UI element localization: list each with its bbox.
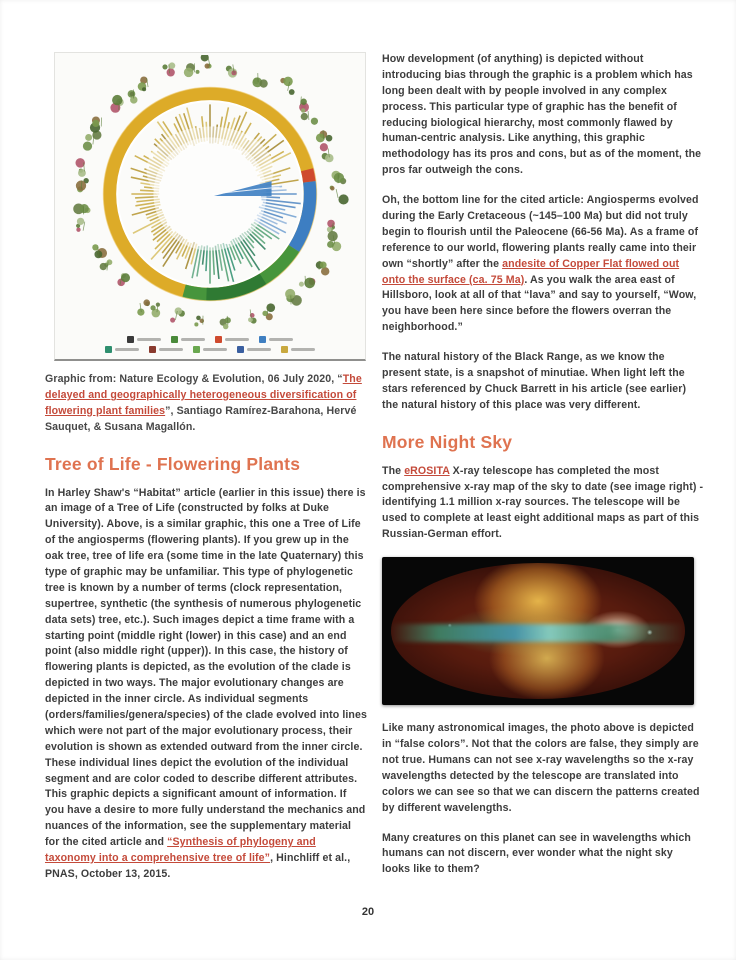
legend-label-bar [203,348,227,352]
legend-color-chip [105,346,112,353]
figure-legend [55,335,365,355]
section-heading-tree-of-life: Tree of Life - Flowering Plants [45,453,301,474]
erosita-pre: The [382,464,405,477]
tree-of-life-figure [54,52,366,361]
creatures-paragraph: Many creatures on this planet can see in wavelengths which humans can not discern, ever wonder what the night sky looks like to them? [382,831,691,876]
legend-swatch [127,336,161,343]
erosita-xray-map-figure [382,557,694,705]
legend-label-bar [137,338,161,342]
legend-label-bar [181,338,205,342]
erosita-link[interactable]: eROSITA [404,464,450,477]
legend-swatch [149,346,183,353]
legend-color-chip [149,346,156,353]
legend-label-bar [269,338,293,342]
black-range-paragraph: The natural history of the Black Range, as we know the present state, is a snapshot of minutiae. When light left the stars referenced by Chuck Barrett in his article (see earlier) the natural history of this place was very different. [382,351,687,411]
bias-paragraph: How development (of anything) is depicted without introducing bias through the graphic is a problem which has long been dealt with by people involved in any complex process. This particular type of graphic has the benefit of reducing biological hierarchy, most commonly flawed by human-centric analysis. Like anything, this graphic methodology has its pros and cons, but as of the moment, the pros far outweigh the cons. [382,53,702,177]
synthesis-article-link[interactable]: “Synthesis of phylogeny and taxonomy into a comprehensive tree of life” [45,836,316,865]
legend-swatch [171,336,205,343]
legend-color-chip [259,336,266,343]
tree-of-life-graphic [57,55,363,335]
section-heading-more-night-sky: More Night Sky [382,431,513,452]
tree-of-life-body-paragraph [45,486,367,883]
legend-swatch [281,346,315,353]
legend-swatch [193,346,227,353]
bottom-line-post: . As you walk the area east of Hillsboro, look at all of that “lava” and say to yourself, “Wow, you have been here since before the flowers overran the neighborhood.” [382,273,697,334]
legend-color-chip [193,346,200,353]
legend-label-bar [247,348,271,352]
legend-label-bar [159,348,183,352]
legend-row [105,346,315,353]
legend-swatch [237,346,271,353]
body-text-post: , Hinchliff et al., PNAS, October 13, 2015. [45,852,351,880]
false-colors-paragraph: Like many astronomical images, the photo above is depicted in “false colors”. Not that the colors are false, they simply are not true. Humans can not see x-ray wavelengths so the x-ray wavelengths detected by the telescope are translated into colors we can see so that we can discern the patterns created by different wavelengths. [382,722,700,814]
right-column [382,52,704,897]
copper-flat-link[interactable]: andesite of Copper Flat flowed out onto the surface (ca. 75 Ma) [382,257,680,286]
legend-label-bar [291,348,315,352]
legend-color-chip [237,346,244,353]
page-number: 20 [361,906,375,918]
legend-swatch [215,336,249,343]
legend-label-bar [115,348,139,352]
erosita-paragraph [382,464,704,543]
legend-swatch [105,346,139,353]
legend-color-chip [127,336,134,343]
erosita-post: X-ray telescope has completed the most comprehensive x-ray map of the sky to date (see image right) - identifying 1.1 million x-ray sources. The telescope will be used to complete at least eight additional maps as part of this Russian-German effort. [382,464,704,541]
legend-color-chip [281,346,288,353]
bottom-line-pre: Oh, the bottom line for the cited article: Angiosperms evolved during the Early Cretaceous (~145–100 Ma) but did not truly begin to flourish until the Paleocene (66-56 Ma). As a frame of reference to our world, flowering plants really came into their own “shortly” after the [382,194,699,270]
caption-text-pre: Graphic from: Nature Ecology & Evolution, 06 July 2020, “ [45,373,343,385]
legend-color-chip [215,336,222,343]
body-text-pre: In Harley Shaw's “Habitat” article (earlier in this issue) there is an image of a Tree of Life (constructed by folks at Duke University). Above, is a similar graphic, this one a Tree of Life of the angiosperms (flowering plants). If you grew up in the oak tree, tree of life era (some time in the late Quaternary) this type of graphic may be unfamiliar. This type of phylogenetic tree is known by a number of terms (clock representation, supertree, synthetic (the synthesis of numerous phylogenetic data sets) tree, etc.). Such images depict a time frame with a starting point (middle right (lower) in this case) and an end point (also middle right (upper)). In this case, the history of flowering plants is depicted, as the evolution of the clade is depicted in two ways. The major evolutionary changes are depicted in the inner circle. As individual segments (orders/families/genera/species) of the clade evolved into lines which were not part of the major evolutionary process, their evolution is shown as extended outward from the inner circle. These individual lines depict the evolution of the individual segment and are color coded to describe different attributes. This graphic depicts a significant amount of information. If you have a desire to more fully understand the mechanics and nuances of the information, see the supplementary material for the cited article and [45,486,367,849]
caption-article-link[interactable]: The delayed and geographically heterogeneous diversification of flowering plant families [45,373,362,417]
legend-swatch [259,336,293,343]
left-column [45,52,367,897]
legend-color-chip [171,336,178,343]
legend-row [127,336,293,343]
figure-caption [45,372,367,436]
caption-text-post: ”, Santiago Ramírez-Barahona, Hervé Sauquet, & Susana Magallón. [45,404,357,433]
bottom-line-paragraph [382,193,704,336]
erosita-xray-map-image [391,563,685,699]
legend-label-bar [225,338,249,342]
